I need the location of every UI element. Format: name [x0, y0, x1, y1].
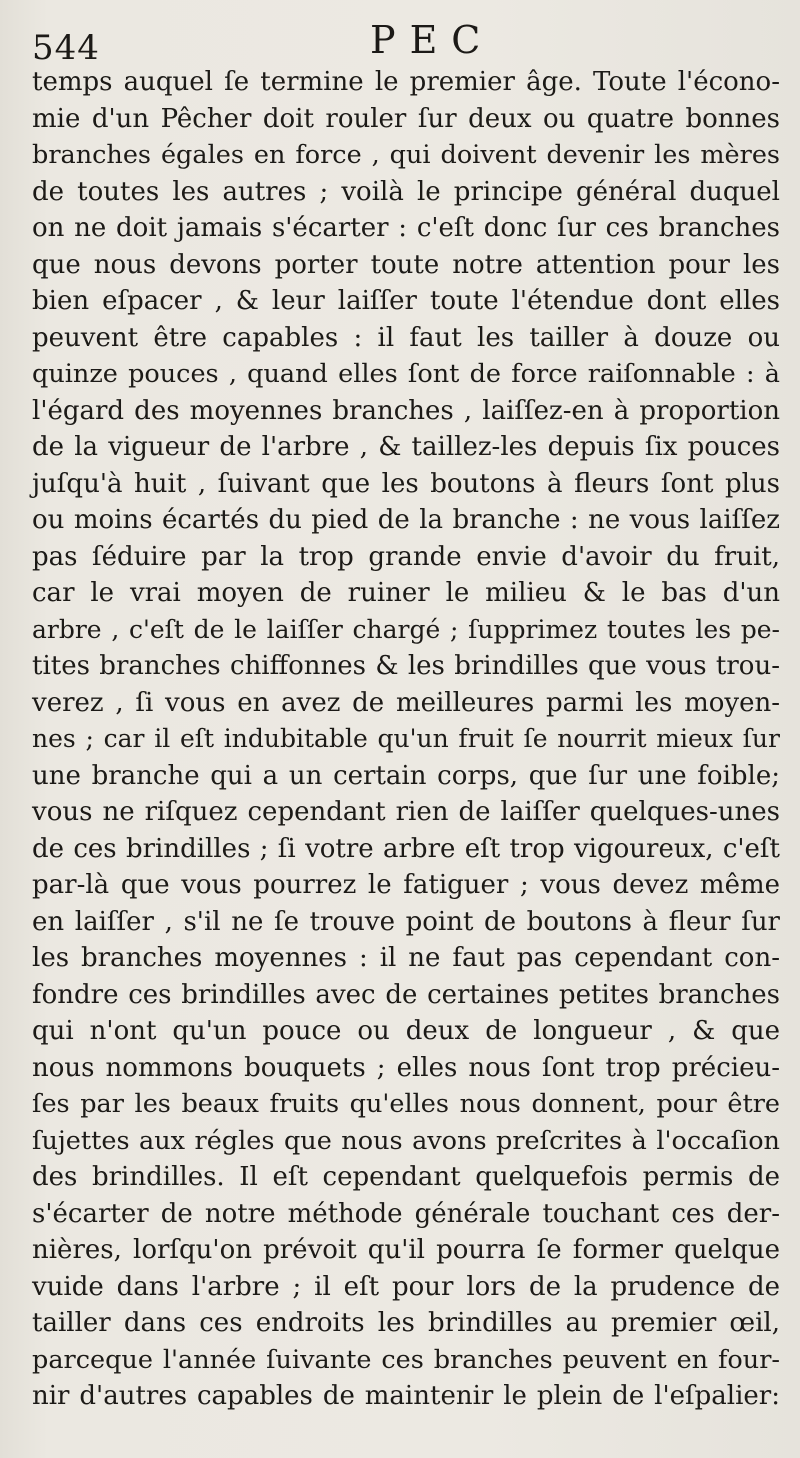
text-line: tailler dans ces endroits les brindilles au premier œil, — [32, 1308, 780, 1338]
text-line: parceque l'année ſuivante ces branches peuvent en four- — [32, 1344, 780, 1375]
text-line: juſqu'à huit , ſuivant que les boutons à fleurs ſont plus — [32, 468, 780, 499]
text-line: bien eſpacer , & leur laiſſer toute l'étendue dont elles — [32, 286, 780, 316]
text-line: de toutes les autres ; voilà le principe général duquel — [32, 176, 780, 207]
text-line: fondre ces brindilles avec de certaines petites branches — [32, 979, 780, 1010]
text-line: qui n'ont qu'un pouce ou deux de longueur , & que — [32, 1016, 780, 1046]
text-line: tites branches chiffonnes & les brindilles que vous trou- — [32, 651, 780, 681]
text-line: de la vigueur de l'arbre , & taillez-les depuis ſix pouces — [32, 432, 780, 462]
text-line: arbre , c'eſt de le laiſſer chargé ; ſupprimez toutes les pe- — [32, 614, 780, 644]
text-line: pas ſéduire par la trop grande envie d'avoir du fruit, — [32, 541, 780, 572]
text-line: que nous devons porter toute notre attention pour les — [32, 249, 780, 280]
text-line: en laiſſer , s'il ne ſe trouve point de boutons à fleur ſur — [32, 906, 780, 937]
text-line: quinze pouces , quand elles ſont de force raiſonnable : à — [32, 359, 780, 389]
text-line: des brindilles. Il eſt cependant quelquefois permis de — [32, 1162, 780, 1192]
text-line: verez , ſi vous en avez de meilleures parmi les moyen- — [32, 687, 780, 718]
text-line: l'égard des moyennes branches , laiſſez-en à proportion — [32, 395, 780, 426]
text-line: nières, lorſqu'on prévoit qu'il pourra ſe former quelque — [32, 1235, 780, 1265]
text-line: nous nommons bouquets ; elles nous ſont trop précieu- — [32, 1052, 780, 1083]
text-line: une branche qui a un certain corps, que ſur une foible; — [32, 760, 780, 791]
text-line: vuide dans l'arbre ; il eſt pour lors de la prudence de — [32, 1271, 780, 1302]
text-line: ou moins écartés du pied de la branche : ne vous laiſſez — [32, 505, 780, 535]
text-line: s'écarter de notre méthode générale touchant ces der- — [32, 1198, 780, 1229]
page-number: 544 — [32, 28, 100, 68]
text-line: branches égales en force , qui doivent devenir les mères — [32, 140, 780, 170]
text-line: vous ne riſquez cependant rien de laiſſer quelques-unes — [32, 797, 780, 827]
running-head: PEC — [370, 18, 495, 62]
body-text — [32, 64, 780, 1415]
text-line: ſes par les beaux fruits qu'elles nous donnent, pour être — [32, 1089, 780, 1119]
page-header — [32, 14, 780, 68]
text-line: mie d'un Pêcher doit rouler ſur deux ou quatre bonnes — [32, 103, 780, 134]
text-line: ſujettes aux régles que nous avons preſcrites à l'occaſion — [32, 1125, 780, 1156]
text-line: car le vrai moyen de ruiner le milieu & le bas d'un — [32, 578, 780, 608]
text-line: par-là que vous pourrez le fatiguer ; vous devez même — [32, 870, 780, 900]
text-line: on ne doit jamais s'écarter : c'eſt donc ſur ces branches — [32, 213, 780, 243]
text-line: nes ; car il eſt indubitable qu'un fruit ſe nourrit mieux ſur — [32, 724, 780, 753]
text-line: les branches moyennes : il ne faut pas cependant con- — [32, 943, 780, 973]
text-line: de ces brindilles ; ſi votre arbre eſt trop vigoureux, c'eſt — [32, 833, 780, 864]
text-line: temps auquel ſe termine le premier âge. Toute l'écono- — [32, 67, 780, 97]
text-line: peuvent être capables : il faut les tailler à douze ou — [32, 322, 780, 353]
text-line: nir d'autres capables de maintenir le plein de l'eſpalier: — [32, 1381, 780, 1411]
